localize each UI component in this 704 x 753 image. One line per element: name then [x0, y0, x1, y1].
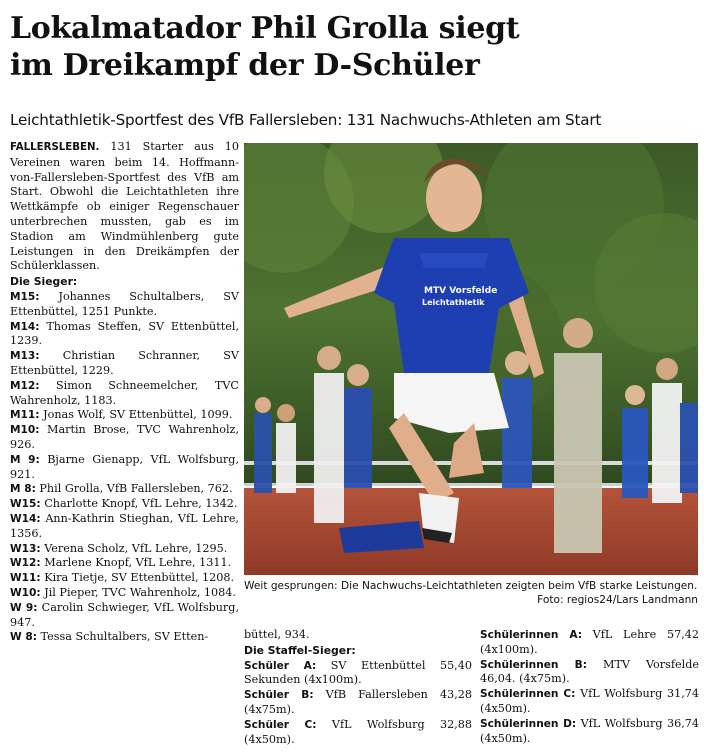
relay-heading: Die Staffel-Sieger:: [244, 643, 356, 657]
winner-entry-text: Kira Tietje, SV Ettenbüttel, 1208.: [44, 571, 235, 585]
relay-entry-code: Schüler C:: [244, 718, 317, 731]
winners-list: [10, 290, 239, 645]
relay-entry-text: MTV Vorsfelde 46,04. (4x75m).: [480, 657, 699, 686]
winner-entry-text: Simon Schneemelcher, TVC Wahrenholz, 1183.: [10, 378, 239, 407]
winner-entry-text: Jil Pieper, TVC Wahrenholz, 1084.: [44, 585, 236, 599]
winner-entry-code: M15:: [10, 290, 40, 303]
winner-entry: [10, 497, 239, 512]
winner-entry-code: W12:: [10, 557, 41, 570]
winner-entry-text: Marlene Knopf, VfL Lehre, 1311.: [44, 556, 232, 570]
winner-entry: [10, 453, 239, 483]
relay-entry: [480, 658, 699, 688]
winner-entry-text: Jonas Wolf, SV Ettenbüttel, 1099.: [43, 408, 233, 422]
winner-entry-code: W14:: [10, 512, 41, 525]
winner-entry-text: Ann-Kathrin Stieghan, VfL Lehre, 1356.: [10, 511, 239, 540]
winner-entry: [10, 556, 239, 571]
relay-entry-code: Schüler A:: [244, 659, 317, 672]
relay-entry-code: Schülerinnen D:: [480, 717, 577, 730]
relay-entry: [244, 659, 472, 689]
winner-entry: [10, 512, 239, 542]
winner-entry: [10, 630, 239, 645]
winner-entry-code: M14:: [10, 320, 40, 333]
winner-entry-text: Phil Grolla, VfB Fallersleben, 762.: [39, 482, 233, 496]
winner-entry: [10, 601, 239, 631]
relay-entry-code: Schülerinnen B:: [480, 658, 587, 671]
winner-entry-code: W13:: [10, 542, 41, 555]
winner-entry-code: W10:: [10, 586, 41, 599]
photo-credit: Foto: regios24/Lars Landmann: [537, 594, 698, 606]
relay-entry-text: SV Ettenbüttel 55,40 Sekunden (4x100m).: [244, 658, 472, 687]
winner-entry: [10, 482, 239, 497]
relay-entry-text: VfL Wolfsburg 36,74 (4x50m).: [480, 716, 699, 745]
intro-text: 131 Starter aus 10 Vereinen waren beim 14. Hoffmann-von-Fallersleben-Sportfest des VfB am Start. Obwohl die Leichtathleten ihre Wettkämpfe ob einiger Regenschauer unterbrechen mussten, gab es im Stadion am Windmühlenberg gute Leistungen in den Dreikämpfen der Schülerklassen.: [10, 140, 239, 273]
winner-entry-code: M 9:: [10, 453, 40, 466]
photo-caption: [244, 579, 698, 607]
subheadline: Leichtathletik-Sportfest des VfB Fallersleben: 131 Nachwuchs-Athleten am Start: [10, 111, 602, 129]
photo: [244, 143, 698, 575]
winner-entry: [10, 423, 239, 453]
winner-entry-code: W15:: [10, 498, 41, 511]
winner-entry: [10, 349, 239, 379]
winner-entry: [10, 571, 239, 586]
shirt-text-2: Leichtathletik: [422, 298, 485, 307]
winner-entry-text: Tessa Schultalbers, SV Etten-: [40, 630, 209, 644]
headline-line-1: Lokalmatador Phil Grolla siegt: [10, 11, 520, 46]
relay-entry-code: Schülerinnen C:: [480, 688, 576, 701]
winner-entry-code: M12:: [10, 379, 40, 392]
right-column: [480, 628, 699, 746]
winner-entry-text: Martin Brose, TVC Wahrenholz, 926.: [10, 423, 239, 451]
relay-entry-text: VfL Wolfsburg 31,74 (4x50m).: [480, 687, 699, 715]
winner-entry-text: Johannes Schultalbers, SV Ettenbüttel, 1251 Punkte.: [10, 289, 239, 318]
winner-entry: [10, 290, 239, 320]
winner-entry-code: M13:: [10, 350, 40, 363]
relay-entry: [480, 717, 699, 747]
winner-entry: [10, 586, 239, 601]
left-column: [10, 140, 239, 645]
middle-column: [244, 628, 472, 747]
winner-entry: [10, 542, 239, 557]
caption-text: Weit gesprungen: Die Nachwuchs-Leichtathleten zeigten beim VfB starke Leistungen.: [244, 580, 698, 592]
headline-line-2: im Dreikampf der D-Schüler: [10, 48, 480, 83]
winner-entry: [10, 379, 239, 409]
relay-entry-code: Schülerinnen A:: [480, 629, 582, 641]
winner-entry-text: Bjarne Gienapp, VfL Wolfsburg, 921.: [10, 452, 240, 481]
continuation-text: büttel, 934.: [244, 628, 310, 641]
relay-left-list: [244, 659, 472, 748]
winner-entry-code: W11:: [10, 572, 41, 585]
intro-paragraph: [10, 140, 239, 274]
winner-entry-code: M 8:: [10, 483, 36, 496]
relay-entry-text: VfL Wolfsburg 32,88 (4x50m).: [244, 717, 473, 746]
winner-entry-text: Charlotte Knopf, VfL Lehre, 1342.: [44, 497, 238, 511]
winner-entry-code: M11:: [10, 409, 40, 422]
relay-entry: [480, 628, 699, 658]
winner-entry: [10, 320, 239, 350]
long-jump-photo: [244, 143, 698, 575]
shirt-text-1: MTV Vorsfelde: [424, 286, 498, 296]
winner-entry-code: M10:: [10, 424, 40, 437]
winners-heading: Die Sieger:: [10, 275, 78, 289]
winner-entry-code: W 9:: [10, 601, 38, 614]
winner-entry: [10, 408, 239, 423]
relay-entry-text: VfB Fallersleben 43,28 (4x75m).: [244, 688, 472, 716]
dateline: FALLERSLEBEN.: [10, 142, 100, 153]
relay-entry-text: VfL Lehre 57,42 (4x100m).: [480, 628, 699, 656]
relay-right-list: [480, 628, 699, 746]
relay-entry-code: Schüler B:: [244, 689, 314, 702]
headline: [10, 10, 700, 84]
winner-entry-code: W 8:: [10, 631, 37, 644]
winner-entry-text: Christian Schranner, SV Ettenbüttel, 1229.: [10, 349, 239, 377]
winner-entry-text: Verena Scholz, VfL Lehre, 1295.: [44, 541, 228, 555]
winner-entry-text: Carolin Schwieger, VfL Wolfsburg, 947.: [10, 600, 239, 629]
winner-entry-text: Thomas Steffen, SV Ettenbüttel, 1239.: [10, 319, 239, 348]
relay-entry: [244, 718, 472, 748]
relay-entry: [480, 687, 699, 717]
relay-entry: [244, 688, 472, 718]
